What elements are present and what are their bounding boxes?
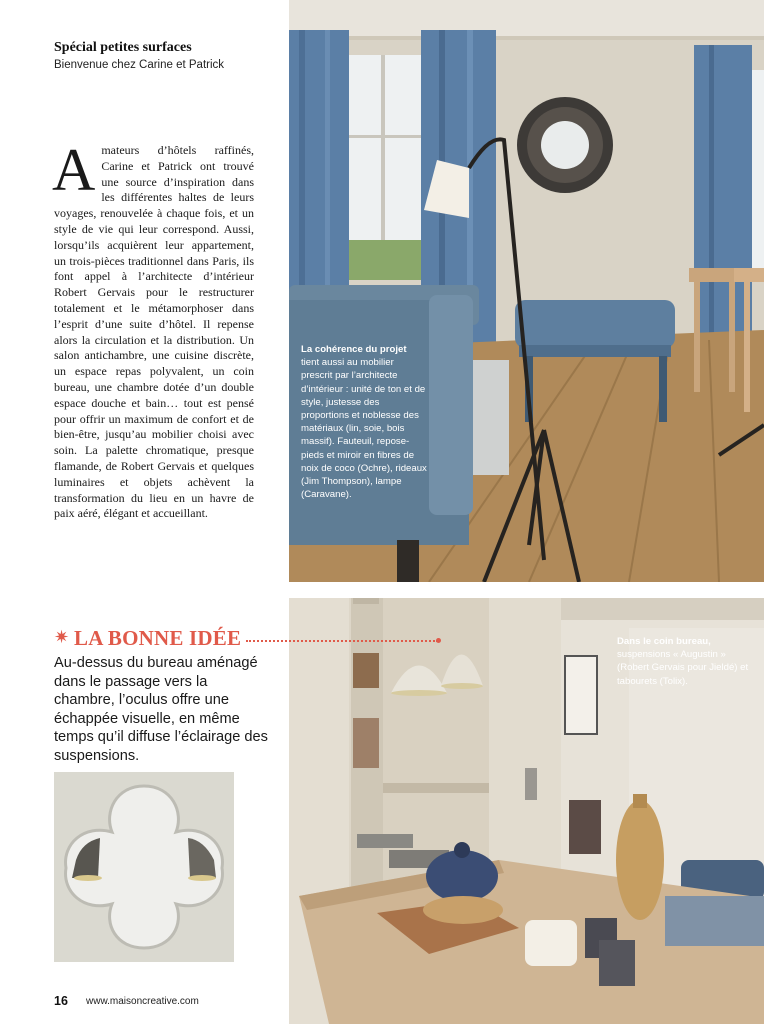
photo-oculus <box>54 772 234 962</box>
idea-title: LA BONNE IDÉE <box>74 626 242 650</box>
caption-lead: La cohérence du projet <box>301 344 407 355</box>
article-body <box>52 137 254 522</box>
drop-cap: A <box>52 137 96 203</box>
article-text: mateurs d’hôtels raffinés, Carine et Patrick ont trouvé une source d’inspiration dans les différentes haltes de leurs voyages, renouvelée à chaque fois, et un style de vie qui leur correspond. Aussi, lorsqu’ils acquièrent leur appartement, un trois-pièces traditionnel dans Paris, ils font appel à l’architecte d’intérieur Robert Gervais pour le restructurer totalement et le métamorphoser dans l’esprit d’une suite d’hôtel. Il repense alors la circulation et la distribution. Un salon antichambre, une cuisine discrète, un espace repas polyvalent, un coin bureau, une chambre dotée d’un double espace douche et bain… tout est pensé pour offrir un maximum de confort et de bien-être, jusqu’au mobilier choisi avec soin. La palette chromatique, presque flamande, de Robert Gervais et quelques luminaires et objets achèvent la transformation du lieu en un havre de paix aéré, élégant et accueillant. <box>54 143 254 521</box>
section-title: Spécial petites surfaces <box>54 40 192 55</box>
dotted-leader-line <box>246 640 438 642</box>
caption-lead: Dans le coin bureau, <box>617 636 711 647</box>
idea-text: Au-dessus du bureau aménagé dans le passage vers la chambre, l’oculus offre une échappée visuelle, en même temps qu’il diffuse l’éclairage des suspensions. <box>54 655 268 764</box>
page-number: 16 <box>54 994 68 1008</box>
leader-dot <box>436 638 441 643</box>
star-icon: ✷ <box>54 627 70 648</box>
living-room-caption <box>301 343 427 501</box>
section-subtitle: Bienvenue chez Carine et Patrick <box>54 59 225 71</box>
office-caption <box>617 635 751 688</box>
caption-text: tient aussi au mobilier prescrit par l’architecte d’intérieur : unité de ton et de style, justesse des proportions et noblesse des matériaux (lin, soie, bois massif). Fauteuil, repose-pieds et miroir en fibres de noix de coco (Ochre), rideaux (Jim Thompson), lampe (Caravane). <box>301 357 427 501</box>
caption-text: suspensions « Augustin » (Robert Gervais pour Jieldé) et tabourets (Tolix). <box>617 649 749 687</box>
oculus-illustration <box>54 772 234 962</box>
website-url: www.maisoncreative.com <box>86 996 199 1007</box>
